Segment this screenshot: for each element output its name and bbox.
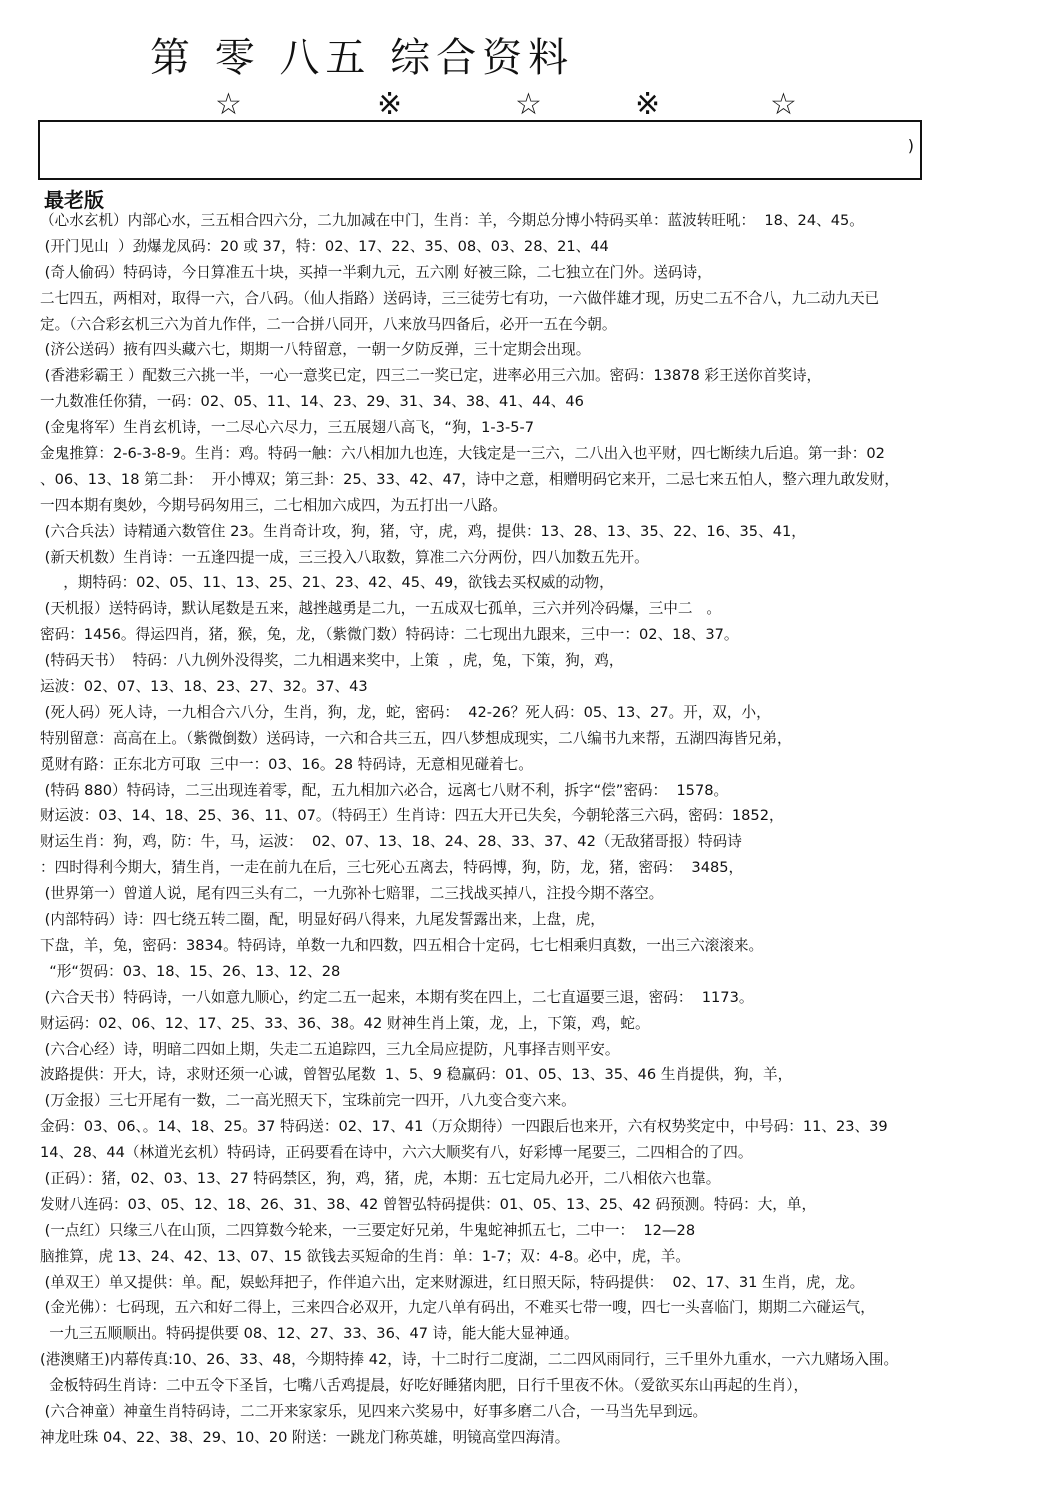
text-line: （心水玄机）内部心水，三五相合四六分，二九加减在中门，生肖：羊，今期总分博小特码买单：蓝波转旺吼： 18、24、45。 [40, 212, 864, 229]
text-line: 金码：03、06、。14、18、25。37 特码送：02、17、41（万众期待）一四跟后也来开，六有权势奖定中，中号码：11、23、39 [40, 1118, 888, 1136]
text-line: 一九三五顺顺出。特码提供要 08、12、27、33、36、47 诗，能大能大显神通。 [40, 1325, 579, 1343]
document-body [40, 208, 1044, 1451]
text-line: 财运生肖：狗，鸡，防：牛，马，运波： 02、07、13、18、24、28、33、37、42（无敌猪哥报）特码诗 [40, 833, 742, 851]
star-icon: ☆ [215, 87, 242, 122]
reference-mark-icon: ※ [635, 87, 661, 122]
text-line: 一四本期有奥妙，今期号码匆用三，二七相加六成四，为五打出一八路。 [40, 496, 508, 514]
edition-label: 最老版 [44, 188, 104, 212]
text-line: (单双王）单又提供：单。配，娱蚣拜把子，作伴追六出，定来财源进，红日照天际，特码提供： 02、17、31 生肖，虎，龙。 [40, 1273, 865, 1291]
star-decoration-row [215, 88, 815, 122]
text-line: 一九数准任你猜，一码：02、05、11、14、23、29、31、34、38、41、44、46 [40, 393, 584, 411]
text-line: 二七四五，两相对，取得一六，合八码。（仙人指路）送码诗，三三徒劳七有功，一六做伴雄才现，历史二五不合八，九二动九天已 [40, 289, 880, 307]
text-line: (六合心经）诗，明暗二四如上期，失走二五追踪四，三九全局应提防，凡事择吉则平安。 [40, 1040, 620, 1058]
text-line: (金鬼将军）生肖玄机诗，一二尽心六尽力，三五展翅八高飞，“狗，1-3-5-7 [40, 419, 535, 437]
text-line: 、06、13、18 第二卦： 开小博双；第三卦：25、33、42、47，诗中之意，相赠明码它来开，二忌七来五怕人，整六理九敢发财， [40, 470, 900, 488]
text-line: (港澳赌王)内幕传真:10、26、33、48，今期特捧 42，诗，十二时行二度湖，二二四风雨同行，三千里外九重水，一六九赌场入围。 [40, 1351, 899, 1369]
reference-mark-icon: ※ [377, 87, 403, 122]
text-line: ：四时得利今期大，猜生肖，一走在前九在后，三七死心五离去，特码博，狗，防，龙，猪，密码： 3485， [40, 859, 744, 877]
text-line: (天机报）送特码诗，默认尾数是五来，越挫越勇是二九，一五成双七孤单，三六并列冷码爆，三中二 。 [40, 600, 721, 618]
text-line: (六合天书）特码诗，一八如意九顺心，约定二五一起来，本期有奖在四上，二七直逼要三退，密码： 1173。 [40, 988, 754, 1006]
text-line: 财运波：03、14、18、25、36、11、07。（特码王）生肖诗：四五大开已失矣，今朝轮落三六码，密码：1852， [40, 807, 784, 825]
text-line: (金光佛）：七码现，五六和好二得上，三来四合必双开，九定八单有码出，不难买七带一嗖，四七一头喜临门，期期二六碰运气， [40, 1299, 875, 1317]
text-line: 金鬼推算：2-6-3-8-9。生肖：鸡。特码一触：六八相加九也连，大钱定是一三六，二八出入也平财，四七断续九后追。第一卦：02 [40, 445, 885, 463]
text-line: (内部特码）诗：四七绕五转二圈，配，明显好码八得来，九尾发誓露出来，上盘，虎， [40, 911, 605, 929]
text-line: 定。（六合彩玄机三六为首九作伴，二一合拼八同开，八来放马四备后，必开一五在今朝。 [40, 315, 617, 333]
text-line: (新天机数）生肖诗：一五逢四提一成，三三投入八取数，算准二六分两份，四八加数五先开。 [40, 548, 649, 566]
text-line: (世界第一）曾道人说，尾有四三头有二，一九弥补七赔罪，二三找战买掉八，注投今期不落空。 [40, 885, 664, 903]
text-line: 脑推算，虎 13、24、42、13、07、15 欲钱去买短命的生肖：单：1-7；双：4-8。必中，虎，羊。 [40, 1247, 690, 1265]
text-line: (六合兵法）诗精通六数管住 23。生肖奇计攻，狗，猪，守，虎，鸡，提供：13、28、13、35、22、16、35、41， [40, 522, 806, 540]
box-mark: ) [907, 136, 914, 155]
blank-header-box [38, 120, 922, 180]
text-line: 神龙吐珠 04、22、38、29、10、20 附送：一跳龙门称英雄，明镜高堂四海清。 [40, 1428, 570, 1446]
text-line: 波路提供：开大，诗，求财还须一心诚，曾智弘尾数 1、5、9 稳赢码：01、05、13、35、46 生肖提供，狗，羊， [40, 1066, 793, 1084]
text-line: 下盘，羊，兔，密码：3834。特码诗，单数一九和四数，四五相合十定码，七七相乘归真数，一出三六滚滚来。 [40, 936, 764, 954]
text-line: (正码）：猪，02、03、13、27 特码禁区，狗，鸡，猪，虎，本期：五七定局九必开，二八相依六也靠。 [40, 1169, 721, 1187]
star-icon: ☆ [515, 87, 542, 122]
text-line: (一点红）只缘三八在山顶，二四算数今轮来，一三要定好兄弟，牛鬼蛇神抓五七，二中一： 12—28 [40, 1221, 696, 1239]
text-line: (开门见山 ）劲爆龙凤码：20 或 37，特：02、17、22、35、08、03、28、21、44 [40, 237, 609, 255]
text-line: (特码天书） 特码：八九例外没得奖，二九相遇来奖中，上策 ，虎，兔，下策，狗，鸡， [40, 652, 624, 670]
text-line: 财运码：02、06、12、17、25、33、36、38。42 财神生肖上策，龙，上，下策，鸡，蛇。 [40, 1014, 650, 1032]
text-line: (特码 880）特码诗，二三出现连着零，配，五九相加六必合，远离七八财不利，拆字“偿”密码： 1578。 [40, 781, 729, 799]
text-line: “形“贺码：03、18、15、26、13、12、28 [40, 962, 341, 980]
star-icon: ☆ [770, 87, 797, 122]
text-line: 金板特码生肖诗：二中五令下圣旨，七嘴八舌鸡提晨，好吃好睡猪肉肥，日行千里夜不休。（爱欲买东山再起的生肖）， [40, 1377, 809, 1395]
text-line: 密码：1456。得运四肖，猪，猴，兔，龙，（紫微门数）特码诗：二七现出九跟来，三中一：02、18、37。 [40, 626, 739, 644]
text-line: (死人码）死人诗，一九相合六八分，生肖，狗，龙，蛇，密码： 42-26？死人码：05、13、27。开，双，小， [40, 703, 771, 721]
text-line: 14、28、44（林道光玄机）特码诗，正码要看在诗中，六六大顺奖有八，好彩博一尾要三，二四相合的了四。 [40, 1144, 753, 1162]
text-line: (六合神童）神童生肖特码诗，二二开来家家乐，见四来六奖易中，好事多磨二八合，一马当先早到远。 [40, 1402, 708, 1420]
page-title: 第 零 八五 综合资料 [150, 35, 575, 81]
text-line: (济公送码）掖有四头藏六七，期期一八特留意，一朝一夕防反弹，三十定期会出现。 [40, 341, 591, 359]
text-line: (万金报）三七开尾有一数，二一高光照天下，宝珠前完一四开，八九变合变六来。 [40, 1092, 576, 1110]
text-line: 觅财有路：正东北方可取 三中一：03、16。28 特码诗，无意相见碰着七。 [40, 755, 533, 773]
text-line: 发财八连码：03、05、12、18、26、31、38、42 曾智弘特码提供：01、05、13、25、42 码预测。特码：大，单， [40, 1195, 817, 1213]
text-line: (奇人偷码）特码诗，今日算准五十块，买掉一半剩九元，五六刚 好被三除，二七独立在门外。送码诗， [40, 263, 712, 281]
text-line: 运波：02、07、13、18、23、27、32。37、43 [40, 678, 368, 696]
text-line: 特别留意：高高在上。（紫微倒数）送码诗，一六和合共三五，四八梦想成现实，二八编书九来帮，五湖四海皆兄弟， [40, 729, 792, 747]
text-line: ，期特码：02、05、11、13、25、21、23、42、45、49，欲钱去买权威的动物， [40, 574, 614, 592]
text-line: (香港彩霸王 ）配数三六挑一半，一心一意奖已定，四三二一奖已定，进率必用三六加。密码：13878 彩王送你首奖诗， [40, 367, 822, 385]
